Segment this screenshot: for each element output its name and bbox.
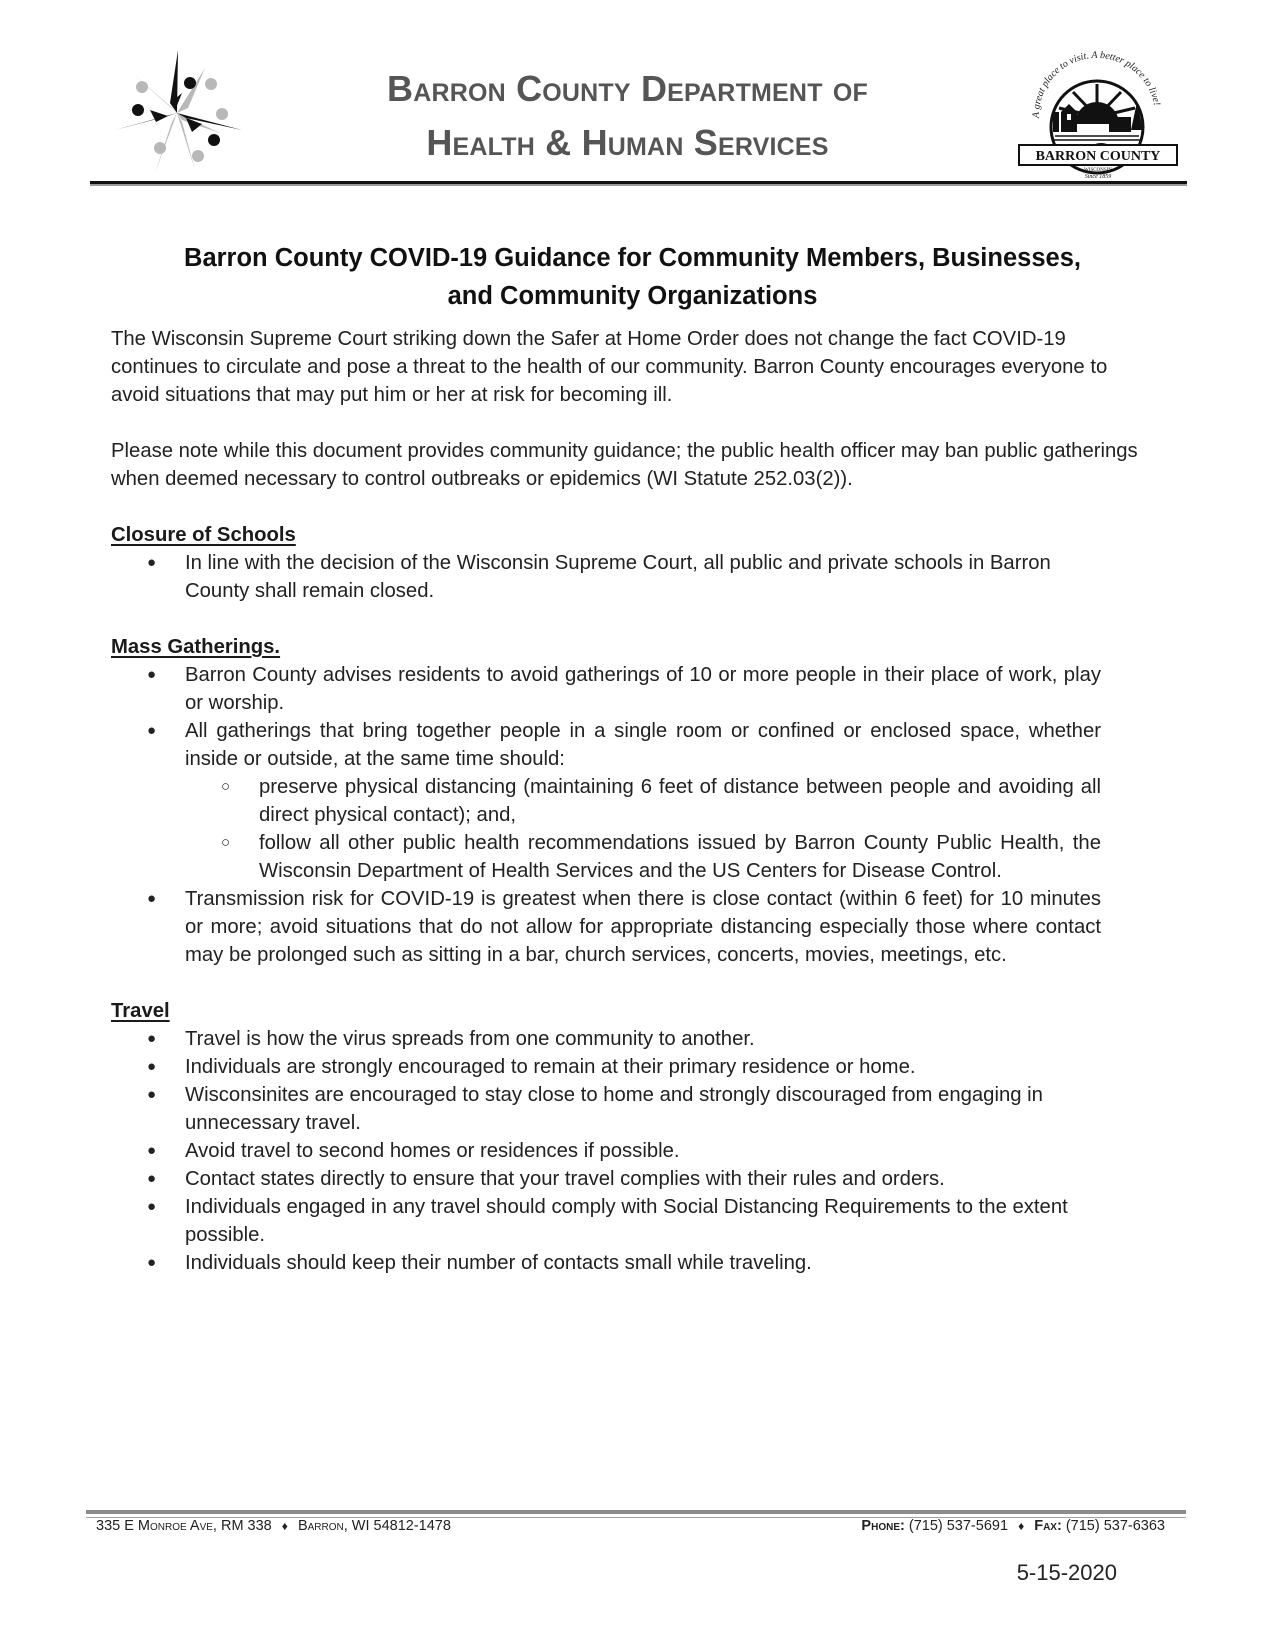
organization-title-line-1: Barron County Department of bbox=[387, 68, 868, 109]
bullet-icon: ● bbox=[147, 1030, 157, 1047]
sub-list-item: ○ follow all other public health recommendations issued by Barron County Public Health, the Wisconsin Department of Health Services and the US Centers for Disease Control. bbox=[185, 829, 1101, 885]
list-item: ● Individuals engaged in any travel should comply with Social Distancing Requirements to the extent possible. bbox=[111, 1193, 1151, 1249]
bullet-icon: ● bbox=[147, 1058, 157, 1075]
address-city: Barron, WI 54812-1478 bbox=[297, 1518, 451, 1534]
bullet-icon: ● bbox=[147, 1142, 157, 1159]
seal-motto: A great place to visit. A better place to live! bbox=[1030, 49, 1163, 119]
svg-text:WISCONSIN: WISCONSIN bbox=[1084, 168, 1112, 173]
address-street: 335 E Monroe Ave, RM 338 bbox=[96, 1518, 272, 1534]
footer-address bbox=[96, 1518, 451, 1534]
document-body bbox=[111, 325, 1151, 1305]
bullet-icon: ● bbox=[147, 722, 157, 739]
section-heading: Travel bbox=[111, 1000, 170, 1022]
svg-text:Since 1859: Since 1859 bbox=[1084, 174, 1112, 180]
list-item: ● Travel is how the virus spreads from one community to another. bbox=[111, 1025, 1151, 1053]
document-title-line-2: and Community Organizations bbox=[447, 282, 818, 311]
diamond-separator-icon: ♦ bbox=[1018, 1519, 1025, 1533]
diamond-separator-icon: ♦ bbox=[281, 1519, 288, 1533]
bullet-icon: ● bbox=[147, 554, 157, 571]
barron-county-seal-icon bbox=[1009, 42, 1181, 182]
bullet-icon: ● bbox=[147, 1170, 157, 1187]
star-people-logo-icon bbox=[110, 48, 245, 178]
list-item: ● Avoid travel to second homes or residences if possible. bbox=[111, 1137, 1151, 1165]
fax-label: Fax: bbox=[1034, 1518, 1062, 1534]
sub-list-item: ○ preserve physical distancing (maintaining 6 feet of distance between people and avoiding all direct physical contact); and, bbox=[185, 773, 1101, 829]
list-item: ● Individuals should keep their number of contacts small while traveling. bbox=[111, 1249, 1151, 1277]
section-travel bbox=[111, 997, 1151, 1277]
hollow-bullet-icon: ○ bbox=[221, 834, 231, 851]
bullet-list bbox=[111, 661, 1151, 969]
document-date: 5-15-2020 bbox=[1016, 1560, 1117, 1585]
hollow-bullet-icon: ○ bbox=[221, 778, 231, 795]
bullet-icon: ● bbox=[147, 1086, 157, 1103]
section-heading: Closure of Schools bbox=[111, 524, 296, 546]
list-item: ● Transmission risk for COVID-19 is greatest when there is close contact (within 6 feet) for 10 minutes or more; avoid situations that do not allow for appropriate distancing especially those where contact may be prolonged such as sitting in a bar, church services, concerts, movies, meetings, etc. bbox=[111, 885, 1151, 969]
seal-banner-text: BARRON COUNTY bbox=[1035, 149, 1161, 164]
bullet-icon: ● bbox=[147, 1198, 157, 1215]
list-item: ● Wisconsinites are encouraged to stay close to home and strongly discouraged from engaging in unnecessary travel. bbox=[111, 1081, 1151, 1137]
phone-label: Phone: bbox=[861, 1518, 905, 1534]
phone-number: (715) 537-5691 bbox=[908, 1518, 1009, 1534]
footer-contact bbox=[861, 1518, 1165, 1534]
sub-bullet-list bbox=[185, 773, 1101, 885]
bullet-icon: ● bbox=[147, 890, 157, 907]
list-item: ● Individuals are strongly encouraged to remain at their primary residence or home. bbox=[111, 1053, 1151, 1081]
intro-paragraph-1: The Wisconsin Supreme Court striking down the Safer at Home Order does not change the fact COVID-19 continues to circulate and pose a threat to the health of our community. Barron County encourages everyone to avoid situations that may put him or her at risk for becoming ill. bbox=[111, 328, 1108, 406]
list-item: ● Contact states directly to ensure that your travel complies with their rules and orders. bbox=[111, 1165, 1151, 1193]
bullet-icon: ● bbox=[147, 666, 157, 683]
section-heading: Mass Gatherings. bbox=[111, 636, 281, 658]
bullet-icon: ● bbox=[147, 1254, 157, 1271]
footer-divider bbox=[86, 1510, 1186, 1514]
letterhead-divider bbox=[90, 181, 1187, 184]
section-closure-of-schools bbox=[111, 521, 1151, 605]
document-title bbox=[100, 239, 1165, 315]
bullet-list bbox=[111, 1025, 1151, 1277]
document-title-line-1: Barron County COVID-19 Guidance for Community Members, Businesses, bbox=[184, 244, 1081, 273]
section-mass-gatherings bbox=[111, 633, 1151, 969]
organization-title bbox=[260, 62, 995, 170]
list-item: ● Barron County advises residents to avoid gatherings of 10 or more people in their place of work, play or worship. bbox=[111, 661, 1151, 717]
list-item: ● In line with the decision of the Wisconsin Supreme Court, all public and private schools in Barron County shall remain closed. bbox=[111, 549, 1151, 605]
bullet-list bbox=[111, 549, 1151, 605]
intro-paragraph-2: Please note while this document provides community guidance; the public health officer may ban public gatherings when deemed necessary to control outbreaks or epidemics (WI Statute 252.03(2)). bbox=[111, 440, 1138, 490]
organization-title-line-2: Health & Human Services bbox=[426, 122, 829, 163]
letterhead bbox=[90, 40, 1185, 190]
fax-number: (715) 537-6363 bbox=[1065, 1518, 1165, 1534]
list-item: ● All gatherings that bring together people in a single room or confined or enclosed space, whether inside or outside, at the same time should: ○ preserve physical distancing (maintaining 6 feet of distance between people and avoiding all direct physical contact); and, ○ follow all other public health recommendations issued by Barron County Public Health, the Wisconsin Department of Health Services and the US Centers for Disease Control. bbox=[111, 717, 1151, 885]
